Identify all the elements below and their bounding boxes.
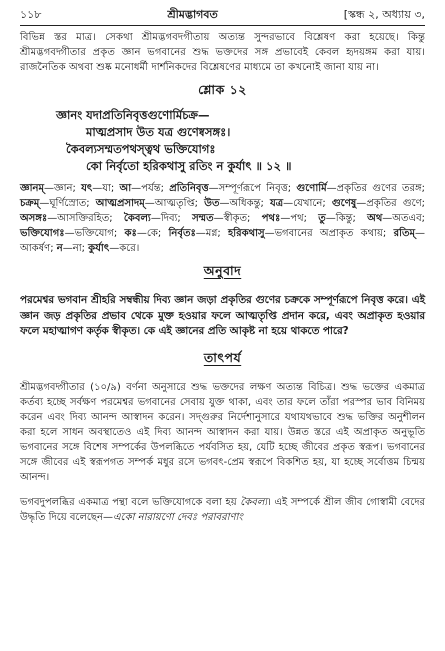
- page-header: [20, 6, 425, 24]
- synonym-item: [192, 213, 262, 224]
- synonym-meaning: —যা;: [92, 183, 120, 194]
- synonym-meaning: —ভক্তিযোগ;: [64, 228, 125, 239]
- synonym-word: আত্মপ্রসাদম্: [95, 198, 145, 209]
- translation-heading: অনুবাদ: [203, 263, 242, 278]
- synonym-meaning: —মগ্ন;: [195, 228, 229, 239]
- word-synonyms: [20, 181, 425, 256]
- purport-emphasis: কৈবল্য: [240, 497, 268, 509]
- synonym-meaning: —প্রকৃতির গুণে;: [356, 198, 426, 209]
- synonym-item: [20, 183, 81, 194]
- synonym-word: কঃ: [124, 228, 137, 239]
- purport-paragraph: [20, 495, 425, 525]
- synonym-meaning: —কে;: [136, 228, 169, 239]
- synonym-meaning: —জ্ঞান;: [44, 183, 82, 194]
- synonym-word: উত: [204, 198, 220, 209]
- synonym-word: আ: [119, 183, 132, 194]
- synonym-item: [318, 213, 367, 224]
- synonym-meaning: —স্বীকৃত;: [213, 213, 262, 224]
- purport-paragraph: শ্রীমদ্ভগবদ্গীতার (১০/৯) বর্ণনা অনুসারে শুদ্ধ ভক্তদের লক্ষণ অত্যন্ত বিচিত্র। শুদ্ধ ভক্তের একমাত্র কর্তব্য হচ্ছে সর্বক্ষণ পরমেশ্বর ভগবানের সেবায় যুক্ত থাকা, এবং তার ফলে তাঁরা পরস্পর ভাব বিনিময় করেন এবং দিব্য আনন্দ আস্বাদন করেন। সদ্গুরুর নির্দেশানুসারে যথাযথভাবে শুদ্ধ ভক্তির অনুশীলন করা হলে সাধন অবস্থাতেও এই দিব্য আনন্দ আস্বাদন করা যায়। উন্নত স্তরে এই অপ্রাকৃত অনুভূতি ভগবানের সঙ্গে বিশেষ সম্পর্কের উপলব্ধিতে পর্যবসিত হয়, যেটি হচ্ছে জীবের প্রকৃত স্বরূপ। ভগবানের সঙ্গে জীবের এই স্বরূপগত সম্পর্ক মধুর রসে ভগবৎ-প্রেম স্বরূপে বিকশিত হয়, যা হচ্ছে সর্বোত্তম চিন্ময় আনন্দ।: [20, 382, 425, 484]
- chapter-reference: [স্কন্ধ ২, অধ্যায় ৩,: [343, 7, 425, 21]
- synonym-item: [332, 198, 425, 209]
- synonym-meaning: —সম্পূর্ণরূপে নিবৃত্ত;: [208, 183, 297, 194]
- purport-quote: একো নারায়ণো দেবঃ পরাবরাণাং: [112, 512, 243, 524]
- synonym-word: গুণেষু: [331, 198, 357, 209]
- synonym-item: [296, 183, 425, 194]
- header-rule: [20, 25, 425, 26]
- synonym-item: [204, 198, 270, 209]
- synonym-meaning: —আকর্ষণ;: [20, 228, 426, 254]
- verse-line: জ্ঞানং যদাপ্রতিনিবৃত্তগুণোর্মিচক্র—: [56, 108, 210, 122]
- synonym-word: কৈবল্য: [123, 213, 151, 224]
- synonym-meaning: —দিব্য;: [150, 213, 193, 224]
- translation-text: পরমেশ্বর ভগবান শ্রীহরি সম্বন্ধীয় দিব্য জ্ঞান জড়া প্রকৃতির গুণের চক্রকে সম্পূর্ণরূপে নিবৃত্ত করে। এই জ্ঞান জড় প্রকৃতির প্রভাব থেকে মুক্ত হওয়ার ফলে আত্মতৃপ্তি প্রদান করে, এবং অপ্রাকৃত হওয়ার ফলে মহাত্মাগণ কর্তৃক স্বীকৃত। কে এই জ্ঞানের প্রতি আকৃষ্ট না হয়ে থাকতে পারে?: [20, 294, 425, 338]
- synonym-word: যত্র: [269, 198, 284, 209]
- synonym-meaning: —ঘূর্ণিস্রোত;: [39, 198, 96, 209]
- intro-paragraph: বিভিন্ন স্তর মাত্র। সেকথা শ্রীমদ্ভগবদগীতায় অত্যন্ত সুন্দরভাবে বিশ্লেষণ করা হয়েছে। কিন্তু শ্রীমদ্ভগবদ্গীতার প্রকৃত জ্ঞান ভগবানের শুদ্ধ ভক্তদের সঙ্গ প্রভাবেই কেবল হৃদয়ঙ্গম করা যায়। রাজনৈতিক অথবা শুষ্ক মনোধর্মী দার্শনিকদের বিশ্লেষণের মাধ্যমে তা কখনোই জানা যায় না।: [20, 32, 425, 73]
- synonym-item: [57, 243, 88, 254]
- synonym-meaning: —করে।: [109, 243, 140, 254]
- synonym-item: [20, 198, 96, 209]
- synonym-item: [20, 228, 125, 239]
- verse-line: মাত্মপ্রসাদ উত যত্র গুণেষ্বসঙ্গঃ।: [86, 125, 231, 139]
- page-number: ১১৮: [20, 7, 42, 21]
- synonym-word: অসঙ্গঃ: [20, 213, 48, 224]
- synonym-word: সম্মত: [192, 213, 214, 224]
- synonym-word: যৎ: [81, 183, 93, 194]
- purport-text: ভগবদুপলব্ধির একমাত্র পন্থা বলে ভক্তিযোগকে বলা হয়: [20, 497, 241, 509]
- synonym-item: [262, 213, 319, 224]
- synonym-word: গুণোর্মি: [296, 183, 327, 194]
- synonym-meaning: —পথ;: [280, 213, 319, 224]
- synonym-word: পথঃ: [261, 213, 281, 224]
- synonym-item: [120, 183, 170, 194]
- synonym-meaning: —আসক্তিরহিত;: [47, 213, 124, 224]
- purport-text: । এই সম্পর্কে শ্রীল জীব গোস্বামী বেদের উদ্ধৃতি দিয়ে বলেছেন—: [20, 497, 426, 524]
- synonym-item: [124, 213, 192, 224]
- book-title: শ্রীমদ্ভাগবত: [167, 7, 218, 21]
- synonym-word: চক্রম্: [20, 198, 40, 209]
- synonym-meaning: —অতএব;: [382, 213, 426, 224]
- synonym-word: তু: [318, 213, 326, 224]
- verse-line: কৈবল্যসম্মতপথস্ত্বথ ভক্তিযোগঃ: [66, 142, 216, 156]
- synonym-item: [169, 228, 228, 239]
- synonym-item: [169, 183, 296, 194]
- synonym-item: [125, 228, 169, 239]
- synonym-item: [367, 213, 425, 224]
- synonym-meaning: —অধিকন্তু;: [219, 198, 270, 209]
- synonym-item: [96, 198, 204, 209]
- synonym-word: ন: [56, 243, 63, 254]
- synonym-meaning: —ভগবানের অপ্রাকৃত কথায়;: [264, 228, 394, 239]
- synonym-word: ভক্তিযোগঃ: [20, 228, 65, 239]
- synonym-meaning: —না;: [62, 243, 89, 254]
- synonym-item: [20, 213, 124, 224]
- synonym-meaning: —আত্মতৃপ্তি;: [144, 198, 205, 209]
- synonym-meaning: —যেখানে;: [283, 198, 332, 209]
- synonym-word: কুর্যাৎ: [88, 243, 110, 254]
- synonym-item: [270, 198, 332, 209]
- synonym-word: প্রতিনিবৃত্ত: [169, 183, 209, 194]
- synonym-item: [88, 243, 139, 254]
- synonym-meaning: —প্রকৃতির গুণের তরঙ্গ;: [326, 183, 425, 194]
- synonym-meaning: —পর্যন্ত;: [131, 183, 170, 194]
- verse-line: কো নির্বৃতো হরিকথাসু রতিং ন কুর্যাৎ ॥ ১২ ॥: [86, 159, 292, 173]
- synonym-word: জ্ঞানম্: [20, 183, 44, 194]
- synonym-meaning: —কিন্তু;: [325, 213, 368, 224]
- synonym-word: রতিম্: [393, 228, 416, 239]
- synonym-item: [228, 228, 394, 239]
- synonym-word: হরিকথাসু: [228, 228, 265, 239]
- verse-heading: শ্লোক ১২: [198, 82, 247, 97]
- purport-heading: তাৎপর্য: [203, 350, 242, 366]
- synonym-item: [81, 183, 119, 194]
- scripture-page: [20, 6, 425, 646]
- verse-block: [20, 107, 425, 175]
- synonym-word: নির্বৃতঃ: [168, 228, 196, 239]
- synonym-word: অথ: [367, 213, 383, 224]
